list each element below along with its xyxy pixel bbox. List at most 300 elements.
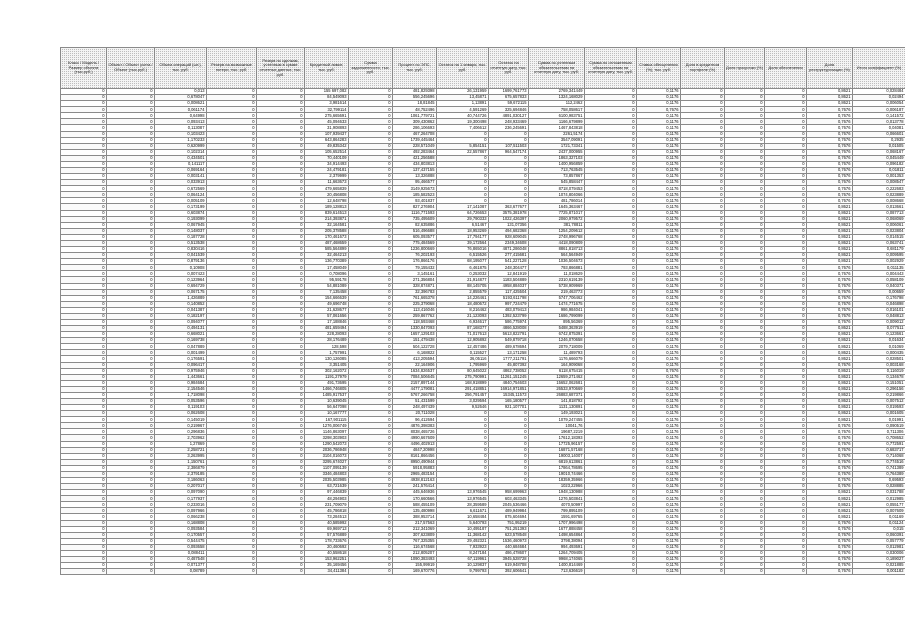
table-cell: 0: [585, 277, 637, 283]
table-body: [61, 89, 905, 575]
table-cell: 155,99919: [393, 563, 437, 569]
table-cell: 0,1176: [637, 490, 681, 496]
table-cell: 0: [725, 228, 765, 234]
table-cell: 0: [765, 520, 807, 526]
table-cell: 0: [61, 228, 107, 234]
table-cell: 212,341069: [393, 526, 437, 532]
table-cell: 34,411384: [305, 569, 349, 575]
table-cell: 0: [61, 289, 107, 295]
table-cell: 0,253032: [437, 271, 489, 277]
table-cell: 0: [257, 465, 305, 471]
table-cell: 0: [61, 514, 107, 520]
table-cell: 0: [725, 338, 765, 344]
table-cell: 19003,14007: [529, 453, 585, 459]
table-cell: 0: [765, 490, 807, 496]
table-cell: 0: [61, 313, 107, 319]
table-cell: 0,1176: [637, 319, 681, 325]
table-cell: 76,865016: [437, 247, 489, 253]
table-cell: 0: [585, 374, 637, 380]
table-cell: 0,7676: [807, 192, 853, 198]
table-cell: 11,018629: [529, 271, 585, 277]
table-cell: 0: [725, 89, 765, 95]
table-cell: 0: [349, 441, 393, 447]
table-cell: 228,571049: [393, 143, 437, 149]
table-cell: 17,188846: [305, 319, 349, 325]
table-cell: 0,7676: [807, 137, 853, 143]
table-cell: 0: [349, 386, 393, 392]
table-cell: 32,396783: [393, 289, 437, 295]
table-cell: 0: [681, 137, 725, 143]
table-cell: 0,063741: [853, 240, 905, 246]
table-cell: 1392,523799: [489, 313, 529, 319]
table-cell: 0: [585, 143, 637, 149]
table-cell: 2,386879: [155, 465, 207, 471]
table-cell: 0: [107, 319, 155, 325]
table-cell: 64,726653: [437, 210, 489, 216]
table-cell: 0,012981: [853, 544, 905, 550]
table-cell: 0,8621: [807, 368, 853, 374]
table-cell: 0: [489, 198, 529, 204]
table-cell: 0: [585, 113, 637, 119]
table-cell: 0,077511: [853, 326, 905, 332]
table-cell: 0: [349, 149, 393, 155]
table-cell: 0,7676: [807, 198, 853, 204]
table-cell: 0: [681, 502, 725, 508]
table-cell: 0,028484: [853, 89, 905, 95]
table-cell: 0: [725, 380, 765, 386]
table-cell: 45,786818: [305, 508, 349, 514]
table-cell: 481,786014: [529, 198, 585, 204]
table-cell: 0: [585, 283, 637, 289]
table-cell: 0: [107, 198, 155, 204]
table-cell: 170,660566: [393, 496, 437, 502]
table-cell: 0: [107, 180, 155, 186]
table-cell: 0: [107, 392, 155, 398]
table-cell: 0: [585, 204, 637, 210]
table-cell: 0: [489, 161, 529, 167]
table-cell: 165,180577: [489, 398, 529, 404]
table-cell: 0,7676: [807, 544, 853, 550]
table-cell: 0,8621: [807, 234, 853, 240]
table-cell: 0: [349, 198, 393, 204]
table-cell: 12,457486: [437, 344, 489, 350]
table-cell: 0,123661: [853, 332, 905, 338]
table-cell: 0,8621: [807, 247, 853, 253]
table-cell: 0: [765, 131, 807, 137]
table-cell: 0,068167: [853, 149, 905, 155]
table-cell: 1591,69765: [529, 514, 585, 520]
table-cell: 0: [61, 423, 107, 429]
table-cell: 0: [257, 259, 305, 265]
table-cell: 0,7676: [807, 478, 853, 484]
table-cell: 0: [207, 89, 257, 95]
table-cell: 0: [681, 307, 725, 313]
table-cell: 986,984041: [529, 307, 585, 313]
table-cell: 0: [257, 161, 305, 167]
table-cell: 141,818792: [529, 398, 585, 404]
table-cell: 0: [681, 143, 725, 149]
table-cell: 0,01505: [853, 143, 905, 149]
table-cell: 0: [207, 338, 257, 344]
table-cell: 13,171258: [489, 350, 529, 356]
table-cell: 0: [585, 350, 637, 356]
table-cell: 17,794177: [437, 234, 489, 240]
table-cell: 0: [585, 447, 637, 453]
table-cell: 0: [107, 465, 155, 471]
table-cell: 10,639045: [305, 398, 349, 404]
table-cell: 0: [681, 496, 725, 502]
table-cell: 0: [585, 332, 637, 338]
table-cell: 275,790991: [437, 374, 489, 380]
column-header: Объект / Объект учета / Объект (тыс.руб.): [107, 48, 155, 89]
table-cell: 0,067945: [155, 222, 207, 228]
table-cell: 0,7676: [807, 161, 853, 167]
table-cell: 113,416046: [393, 307, 437, 313]
table-cell: 483,079413: [489, 307, 529, 313]
table-cell: 4840,754603: [489, 380, 529, 386]
table-cell: 0: [489, 465, 529, 471]
table-cell: 0: [257, 319, 305, 325]
table-cell: 0: [489, 429, 529, 435]
table-cell: 0: [61, 332, 107, 338]
table-cell: 0,7676: [807, 429, 853, 435]
table-cell: 0: [107, 313, 155, 319]
table-cell: 0,1176: [637, 149, 681, 155]
table-cell: 0: [765, 168, 807, 174]
table-cell: 105,652514: [305, 149, 349, 155]
table-cell: 0: [207, 125, 257, 131]
table-cell: 0,8621: [807, 405, 853, 411]
table-cell: 0: [349, 520, 393, 526]
table-cell: 0: [61, 465, 107, 471]
table-cell: 0: [207, 216, 257, 222]
table-cell: 1467,843818: [529, 125, 585, 131]
table-cell: 0: [681, 398, 725, 404]
table-cell: 0,046898: [853, 301, 905, 307]
table-cell: 0: [107, 119, 155, 125]
table-cell: 0: [349, 374, 393, 380]
table-cell: 0,8621: [807, 89, 853, 95]
table-cell: 0: [207, 289, 257, 295]
table-cell: 0: [349, 313, 393, 319]
table-cell: 0: [107, 478, 155, 484]
table-cell: 0: [725, 271, 765, 277]
table-cell: 4496,402913: [393, 441, 437, 447]
table-cell: 0: [765, 538, 807, 544]
table-cell: 0: [61, 386, 107, 392]
table-cell: 11,489793: [529, 350, 585, 356]
table-cell: 6,461875: [437, 265, 489, 271]
table-cell: 0: [107, 338, 155, 344]
table-cell: 0: [681, 441, 725, 447]
column-header: Итого коэффициент (%): [853, 48, 905, 89]
table-cell: 0: [207, 478, 257, 484]
table-cell: 0: [107, 411, 155, 417]
table-cell: 3346,484803: [305, 471, 349, 477]
table-cell: 69,969713: [305, 526, 349, 532]
table-cell: 0: [681, 247, 725, 253]
table-cell: 0: [107, 344, 155, 350]
table-cell: 0: [207, 277, 257, 283]
table-cell: 0,219866: [853, 392, 905, 398]
table-cell: 0,8621: [807, 338, 853, 344]
table-cell: 0: [681, 186, 725, 192]
column-header: Сумма по отложенным обязательствам на отчетную дату, тыс. руб.: [585, 48, 637, 89]
table-cell: 0,006187: [853, 107, 905, 113]
table-cell: 96,412694: [393, 417, 437, 423]
table-cell: 0: [107, 247, 155, 253]
table-cell: 0: [257, 174, 305, 180]
table-cell: 6,934617: [437, 319, 489, 325]
table-cell: 0: [765, 453, 807, 459]
column-header: Доля реструктуризации (%): [807, 48, 853, 89]
table-cell: 0: [681, 107, 725, 113]
table-cell: 0: [681, 526, 725, 532]
table-cell: 9,799793: [437, 569, 489, 575]
table-cell: 0: [489, 174, 529, 180]
table-cell: 0: [349, 89, 393, 95]
table-cell: 0,1176: [637, 441, 681, 447]
table-cell: 67,119961: [437, 557, 489, 563]
table-cell: 4862,738052: [489, 368, 529, 374]
table-cell: 0: [207, 259, 257, 265]
table-cell: 0: [107, 216, 155, 222]
table-cell: 0: [681, 374, 725, 380]
table-cell: 0,64998: [155, 113, 207, 119]
table-cell: 0: [585, 380, 637, 386]
table-cell: 8,247184: [437, 550, 489, 556]
table-cell: 0,1176: [637, 459, 681, 465]
table-cell: 0: [61, 344, 107, 350]
table-cell: 0: [61, 441, 107, 447]
table-cell: 0: [107, 307, 155, 313]
table-cell: 0: [207, 210, 257, 216]
table-cell: 0: [765, 459, 807, 465]
table-cell: 0: [207, 113, 257, 119]
table-cell: 1,795969: [437, 362, 489, 368]
table-cell: 0,764389: [853, 471, 905, 477]
table-cell: 0: [437, 453, 489, 459]
table-cell: 0: [681, 149, 725, 155]
table-cell: 0,1176: [637, 228, 681, 234]
table-cell: 0: [725, 332, 765, 338]
table-cell: 0: [437, 471, 489, 477]
table-cell: 0,1176: [637, 514, 681, 520]
table-cell: 0: [61, 471, 107, 477]
table-cell: 0,678047: [155, 95, 207, 101]
table-cell: 1079,247455: [529, 417, 585, 423]
table-cell: 0: [61, 247, 107, 253]
table-cell: 0: [349, 380, 393, 386]
table-cell: 3798,38094: [529, 538, 585, 544]
table-cell: 0: [765, 271, 807, 277]
table-cell: 0: [765, 350, 807, 356]
table-cell: 0,001499: [155, 350, 207, 356]
table-cell: 0: [207, 490, 257, 496]
table-cell: 0,134678: [853, 374, 905, 380]
table-cell: 0: [585, 216, 637, 222]
table-cell: 0: [61, 216, 107, 222]
table-cell: 0: [257, 429, 305, 435]
table-cell: 0: [257, 459, 305, 465]
table-cell: 4938,812163: [393, 478, 437, 484]
table-cell: 0: [61, 435, 107, 441]
table-cell: 0: [257, 557, 305, 563]
table-cell: 0,013778: [853, 119, 905, 125]
table-cell: 0: [725, 435, 765, 441]
table-cell: 588,455109: [393, 502, 437, 508]
table-cell: 0,603874: [155, 210, 207, 216]
table-cell: 0,7676: [807, 441, 853, 447]
table-cell: 0: [437, 155, 489, 161]
table-cell: 0,028501: [853, 356, 905, 362]
table-cell: 421,256588: [393, 155, 437, 161]
column-header: Сумма по учтенным обязательствам на отчетную дату, тыс. руб.: [529, 48, 585, 89]
table-cell: 2310,619139: [529, 277, 585, 283]
table-cell: 17,141087: [437, 204, 489, 210]
table-cell: 0: [257, 362, 305, 368]
table-cell: 0: [681, 283, 725, 289]
table-cell: 0,1176: [637, 471, 681, 477]
table-cell: 32,464213: [305, 253, 349, 259]
table-cell: 0: [765, 319, 807, 325]
table-cell: 0: [681, 95, 725, 101]
table-cell: 0: [257, 326, 305, 332]
table-cell: 0,7676: [637, 107, 681, 113]
table-cell: 0: [437, 484, 489, 490]
table-cell: 0: [61, 319, 107, 325]
table-cell: 0: [349, 101, 393, 107]
table-cell: 0: [437, 192, 489, 198]
table-cell: 0,040371: [853, 283, 905, 289]
table-cell: 0,1176: [637, 174, 681, 180]
table-cell: 0: [107, 289, 155, 295]
table-cell: 31,908893: [305, 125, 349, 131]
table-cell: 0: [725, 465, 765, 471]
table-cell: 0: [207, 465, 257, 471]
table-cell: 0,097966: [155, 508, 207, 514]
table-cell: 1777,211791: [489, 356, 529, 362]
table-cell: 0,7676: [807, 465, 853, 471]
table-cell: 0: [585, 386, 637, 392]
table-cell: 0,119103: [155, 405, 207, 411]
table-cell: 0,7676: [807, 319, 853, 325]
table-cell: 0: [207, 417, 257, 423]
table-cell: 0: [681, 368, 725, 374]
table-cell: 10,167777: [305, 411, 349, 417]
table-cell: 0,7676: [807, 277, 853, 283]
table-cell: 17,458049: [305, 265, 349, 271]
table-cell: 549,879718: [489, 338, 529, 344]
table-cell: 18,953269: [437, 228, 489, 234]
table-cell: 6118,675415: [529, 368, 585, 374]
table-cell: 0: [207, 271, 257, 277]
table-cell: 0: [257, 295, 305, 301]
table-cell: 0: [725, 168, 765, 174]
table-cell: 0: [61, 526, 107, 532]
table-cell: 0: [257, 137, 305, 143]
table-cell: 0: [765, 550, 807, 556]
table-cell: 0: [585, 502, 637, 508]
table-cell: 0: [207, 247, 257, 253]
table-cell: 0: [107, 210, 155, 216]
table-cell: 22,557867: [437, 149, 489, 155]
table-cell: 1023,22966: [529, 484, 585, 490]
table-cell: 10041,76: [529, 423, 585, 429]
table-cell: 0: [61, 210, 107, 216]
table-cell: 0: [681, 544, 725, 550]
table-cell: 0: [585, 471, 637, 477]
table-cell: 0: [349, 538, 393, 544]
table-cell: 0: [61, 143, 107, 149]
table-cell: 0: [437, 459, 489, 465]
table-cell: 8038,465726: [393, 429, 437, 435]
table-cell: 0: [349, 405, 393, 411]
column-header: Резерв на возможные потери, тыс. руб.: [207, 48, 257, 89]
table-cell: 19,300498: [437, 119, 489, 125]
table-cell: 0: [681, 101, 725, 107]
table-cell: 0: [107, 429, 155, 435]
table-cell: 1,13891: [437, 101, 489, 107]
table-cell: 481,659494: [305, 326, 349, 332]
column-header: Кредитный лимит, тыс. руб.: [305, 48, 349, 89]
table-cell: 1863,327103: [529, 155, 585, 161]
table-cell: 0: [107, 441, 155, 447]
table-cell: 217,57563: [393, 520, 437, 526]
table-cell: 0: [681, 459, 725, 465]
table-cell: 0: [107, 453, 155, 459]
table-cell: 8,216462: [437, 307, 489, 313]
table-cell: 2,855579: [437, 289, 489, 295]
table-cell: 0: [349, 429, 393, 435]
table-cell: 0: [207, 295, 257, 301]
table-cell: 39,172564: [437, 240, 489, 246]
table-cell: 0: [257, 550, 305, 556]
table-cell: 1,27869: [155, 441, 207, 447]
table-cell: 0: [349, 514, 393, 520]
table-cell: 0: [349, 301, 393, 307]
table-cell: 0: [349, 502, 393, 508]
table-cell: 0: [107, 192, 155, 198]
table-cell: 4876,398383: [393, 423, 437, 429]
table-cell: 0: [61, 447, 107, 453]
table-cell: 0,711306: [853, 429, 905, 435]
table-cell: 0,007423: [155, 271, 207, 277]
table-cell: 0,7676: [807, 538, 853, 544]
table-cell: 3,263995: [155, 453, 207, 459]
table-cell: 0,002929: [853, 259, 905, 265]
table-cell: 0,1176: [637, 307, 681, 313]
table-cell: 0: [681, 198, 725, 204]
table-cell: 0,7676: [807, 186, 853, 192]
table-cell: 151,479438: [393, 338, 437, 344]
table-cell: 363,677677: [489, 204, 529, 210]
table-cell: 0: [61, 277, 107, 283]
table-cell: 0: [207, 180, 257, 186]
table-cell: 0,090519: [853, 423, 905, 429]
table-cell: 63,721639: [305, 484, 349, 490]
table-cell: 643,864283: [305, 137, 349, 143]
table-cell: 6742,875391: [529, 332, 585, 338]
table-cell: 0: [349, 228, 393, 234]
table-cell: 0,1176: [637, 550, 681, 556]
table-cell: 0,8621: [807, 398, 853, 404]
table-cell: 0: [765, 198, 807, 204]
table-cell: 0: [207, 307, 257, 313]
table-cell: 0: [765, 356, 807, 362]
table-cell: 0: [349, 271, 393, 277]
table-cell: 0,8621: [807, 332, 853, 338]
